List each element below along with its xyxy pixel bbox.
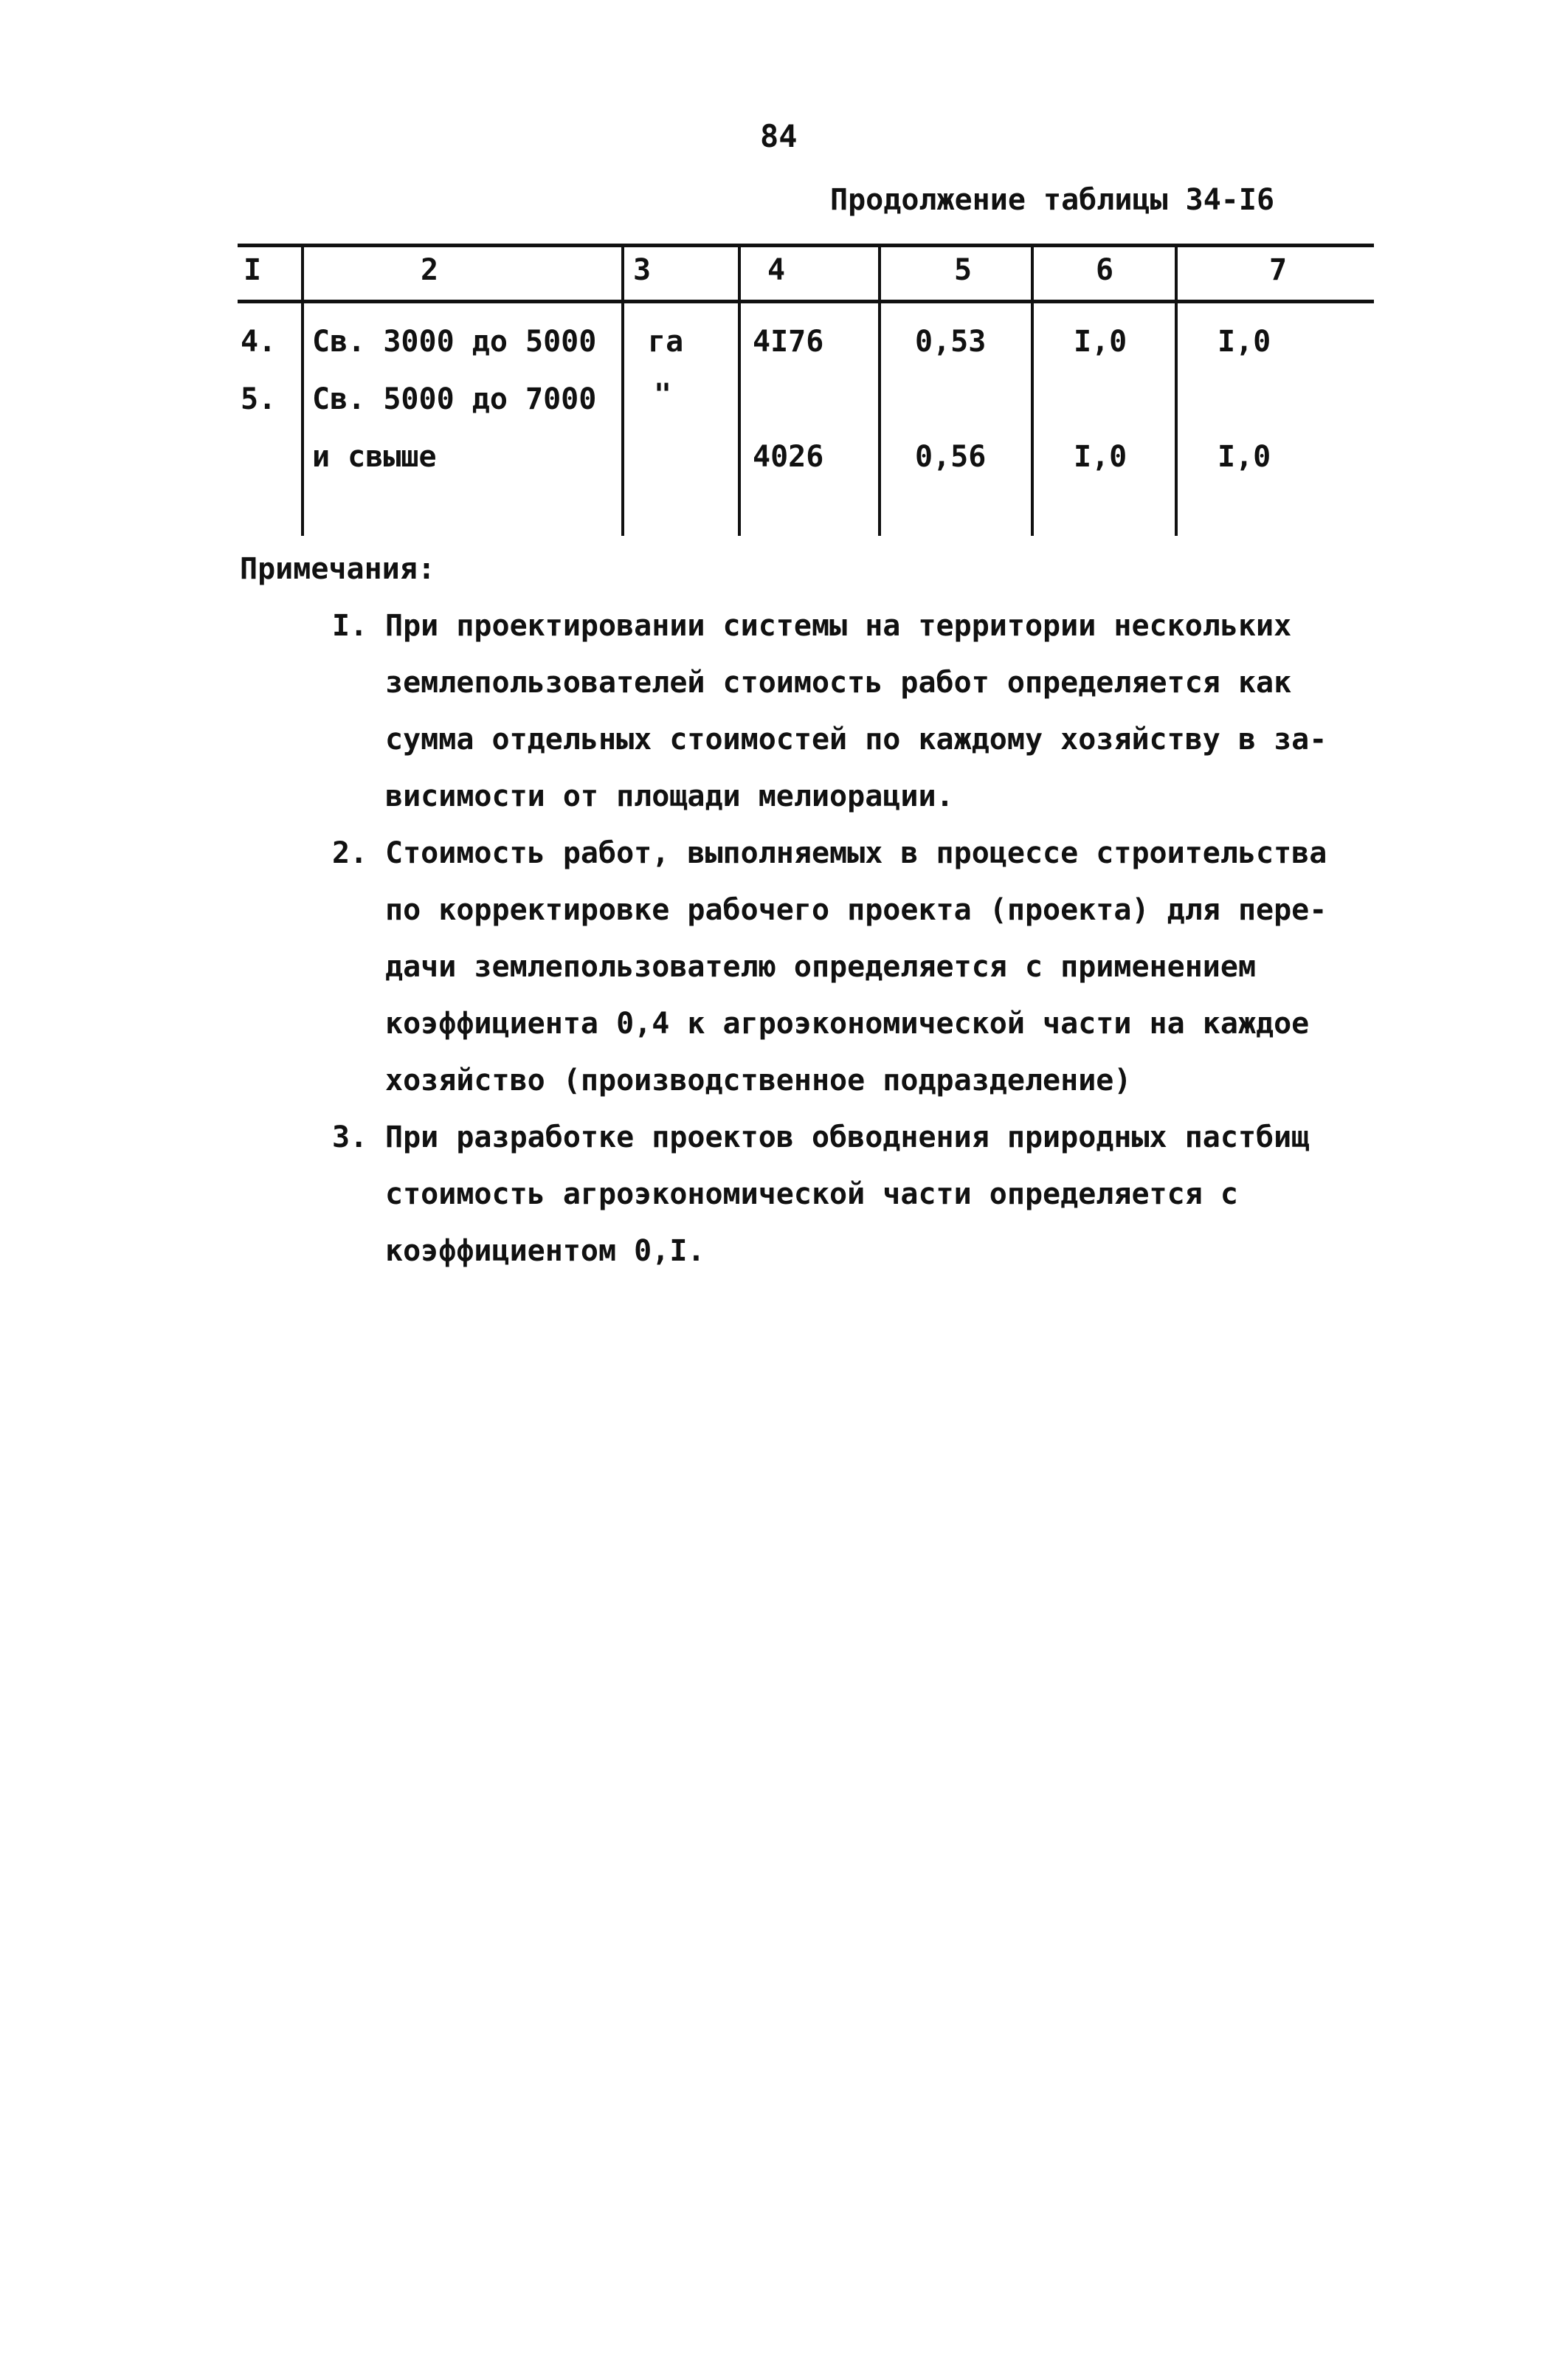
table-header-cell: I: [244, 253, 262, 287]
table-row-number: 5.: [241, 382, 277, 416]
table-header-rule: [238, 300, 1374, 303]
column-divider: [621, 247, 624, 536]
note-line: землепользователей стоимость работ определяется как: [385, 666, 1292, 700]
note-number: 2.: [332, 836, 368, 870]
note-number: 3.: [332, 1120, 368, 1154]
note-line: висимости от площади мелиорации.: [385, 779, 954, 813]
note-line: дачи землепользователю определяется с применением: [385, 950, 1257, 984]
column-divider: [1175, 247, 1178, 536]
table-continuation-label: Продолжение таблицы 34-I6: [830, 183, 1275, 217]
table-header-cell: 5: [954, 253, 973, 287]
note-line: стоимость агроэкономической части определяется с: [385, 1177, 1238, 1211]
note-line: сумма отдельных стоимостей по каждому хозяйству в за-: [385, 723, 1327, 757]
table-cell-unit: га: [648, 325, 684, 359]
note-line: коэффициента 0,4 к агроэкономической части на каждое: [385, 1007, 1310, 1041]
table-cell: I,0: [1074, 325, 1127, 359]
table-header-cell: 3: [633, 253, 652, 287]
table-header-cell: 4: [767, 253, 786, 287]
table-cell: I,0: [1218, 440, 1271, 474]
note-line: по корректировке рабочего проекта (проекта) для пере-: [385, 893, 1327, 927]
table-cell: 0,53: [915, 325, 987, 359]
table-cell-name: Св. 5000 до 7000: [312, 382, 597, 416]
column-divider: [301, 247, 304, 536]
table-top-rule: [238, 244, 1374, 247]
note-line: коэффициентом 0,I.: [385, 1234, 705, 1268]
table-cell-unit: ": [654, 378, 672, 412]
page-number: 84: [760, 118, 798, 154]
column-divider: [1031, 247, 1034, 536]
notes-title: Примечания:: [240, 552, 435, 586]
table-cell: I,0: [1218, 325, 1271, 359]
table-cell: I,0: [1074, 440, 1127, 474]
note-line: При разработке проектов обводнения природных пастбищ: [385, 1120, 1310, 1154]
column-divider: [878, 247, 881, 536]
note-line: Стоимость работ, выполняемых в процессе строительства: [385, 836, 1327, 870]
table-header-cell: 6: [1096, 253, 1114, 287]
table-cell: 4I76: [753, 325, 824, 359]
table-header-cell: 2: [421, 253, 439, 287]
table-cell-name: и свыше: [312, 440, 437, 474]
table-row-number: 4.: [241, 325, 277, 359]
table-cell-name: Св. 3000 до 5000: [312, 325, 597, 359]
table-cell: 0,56: [915, 440, 987, 474]
note-line: При проектировании системы на территории нескольких: [385, 609, 1292, 643]
table-cell: 4026: [753, 440, 824, 474]
column-divider: [738, 247, 741, 536]
note-line: хозяйство (производственное подразделение): [385, 1064, 1132, 1098]
table-header-cell: 7: [1269, 253, 1288, 287]
note-number: I.: [332, 609, 368, 643]
